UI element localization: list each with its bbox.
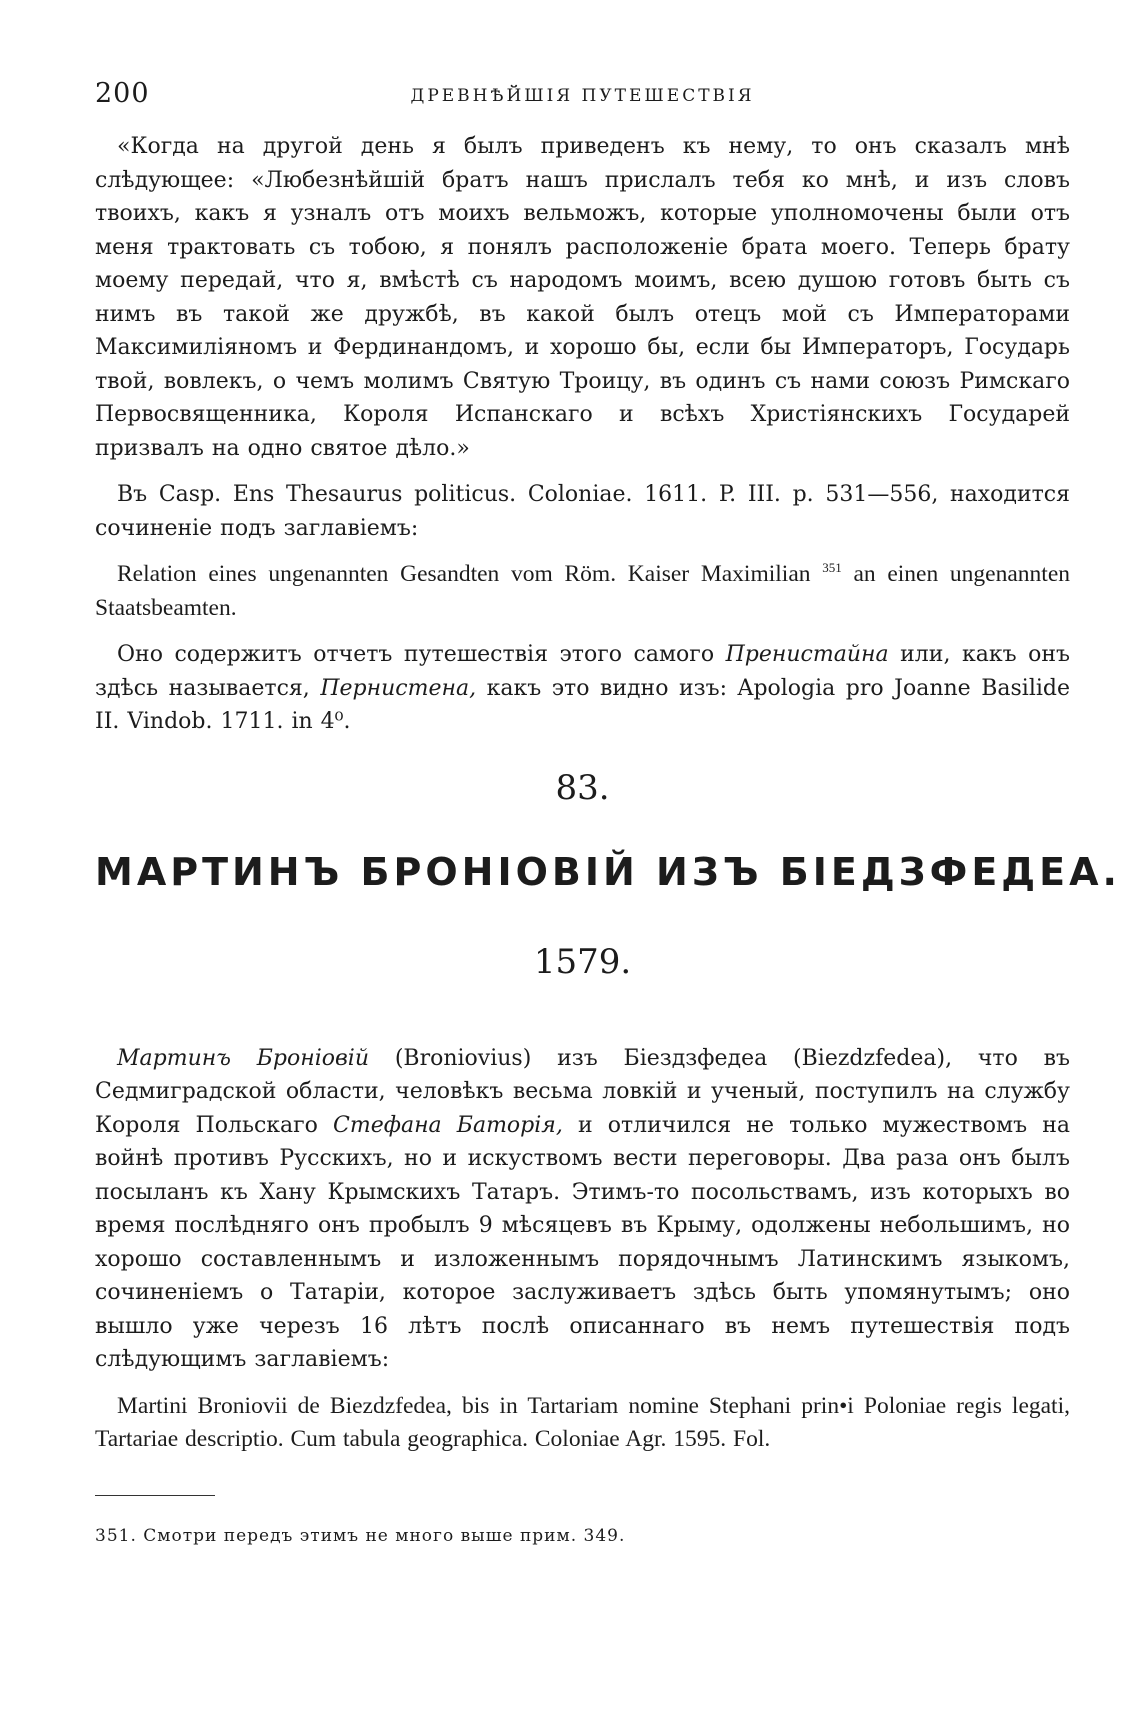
footnote: 351. Смотри передъ этимъ не много выше прим. 349. xyxy=(95,1525,626,1546)
name-stefan-batory: Стефана Баторія, xyxy=(333,1112,563,1138)
section-title: МАРТИНЪ БРОНІОВІЙ ИЗЪ БІЕДЗФЕДЕА. xyxy=(95,849,1121,894)
book-page xyxy=(95,78,1121,1548)
section-number: 83. xyxy=(555,767,610,808)
name-pernisten: Пернистена, xyxy=(320,675,477,701)
report-text-3: какъ это видно изъ: Apologia pro Joanne Basilide II. Vindob. 1711. in 4⁰. xyxy=(95,675,1070,734)
page-number: 200 xyxy=(95,78,150,109)
relation-title: Relation eines ungenannten Gesandten vom Röm. Kaiser Maximilian xyxy=(117,561,811,587)
relation-paragraph xyxy=(95,558,1070,625)
quote-paragraph: «Когда на другой день я былъ приведенъ къ нему, то онъ сказалъ мнѣ слѣдующее: «Любезнѣйшій братъ нашъ прислалъ тебя ко мнѣ, и изъ словъ твоихъ, какъ я узналъ отъ моихъ вельможъ, которые уполномочены были отъ меня трактовать съ тобою, я понялъ расположеніе брата моего. Теперь брату моему передай, что я, вмѣстѣ съ народомъ моимъ, всею душою готовъ быть съ нимъ въ такой же дружбѣ, въ какой былъ отецъ мой съ Императорами Максимиліяномъ и Фердинандомъ, и хорошо бы, если бы Императоръ, Государь твой, вовлекъ, о чемъ молимъ Святую Троицу, въ одинъ съ нами союзъ Римскаго Первосвященника, Короля Испанскаго и всѣхъ Христіянскихъ Государей призвалъ на одно святое дѣло.» xyxy=(95,134,1070,461)
report-text-1: Оно содержитъ отчетъ путешествія этого самого xyxy=(117,642,715,667)
biography-paragraph xyxy=(95,1042,1070,1377)
report-paragraph xyxy=(95,638,1070,739)
martini-title-paragraph: Martini Broniovii de Biezdzfedea, bis in Tartariam nomine Stephani prin•i Poloniae regis legati, Tartariae descriptio. Cum tabula geographica. Coloniae Agr. 1595. Fol. xyxy=(95,1392,1070,1452)
running-head: ДРЕВНѢЙШІЯ ПУТЕШЕСТВІЯ xyxy=(410,86,755,106)
section-year: 1579. xyxy=(533,941,632,982)
biography-text-2: и отличился не только мужествомъ на войнѣ противъ Русскихъ, но и искуствомъ вести переговоры. Два раза онъ былъ посыланъ къ Хану Крымскихъ Татаръ. Этимъ-то посольствамъ, изъ которыхъ во время послѣдняго онъ пробылъ 9 мѣсяцевъ въ Крыму, одолжены небольшимъ, но хорошо составленнымъ и изложеннымъ порядочнымъ Латинскимъ языкомъ, сочиненіемъ о Татаріи, которое заслуживаетъ здѣсь быть упомянутымъ; оно вышло уже черезъ 16 лѣтъ послѣ описаннаго въ немъ путешествія подъ слѣдующимъ заглавіемъ: xyxy=(95,1112,1070,1372)
name-prenistain: Пренистайна xyxy=(725,642,889,667)
name-broniovius: Мартинъ Броніовій xyxy=(117,1045,369,1071)
footnote-divider xyxy=(95,1495,215,1496)
relation-title-end: an einen ungenannten Staatsbeamten. xyxy=(95,561,1071,621)
page-header xyxy=(95,78,1070,118)
thesaurus-paragraph: Въ Casp. Ens Thesaurus politicus. Coloniae. 1611. P. III. p. 531—556, находится сочиненіе подъ заглавіемъ: xyxy=(95,482,1070,541)
report-text-2: или, какъ онъ здѣсь называется, xyxy=(95,642,1070,701)
biography-text-1: (Broniovius) изъ Біездзфедеа (Biezdzfedea), что въ Седмиградской области, человѣкъ весьма ловкій и ученый, поступилъ на службу Короля Польскаго xyxy=(95,1045,1071,1138)
footnote-reference: 351 xyxy=(822,560,842,576)
